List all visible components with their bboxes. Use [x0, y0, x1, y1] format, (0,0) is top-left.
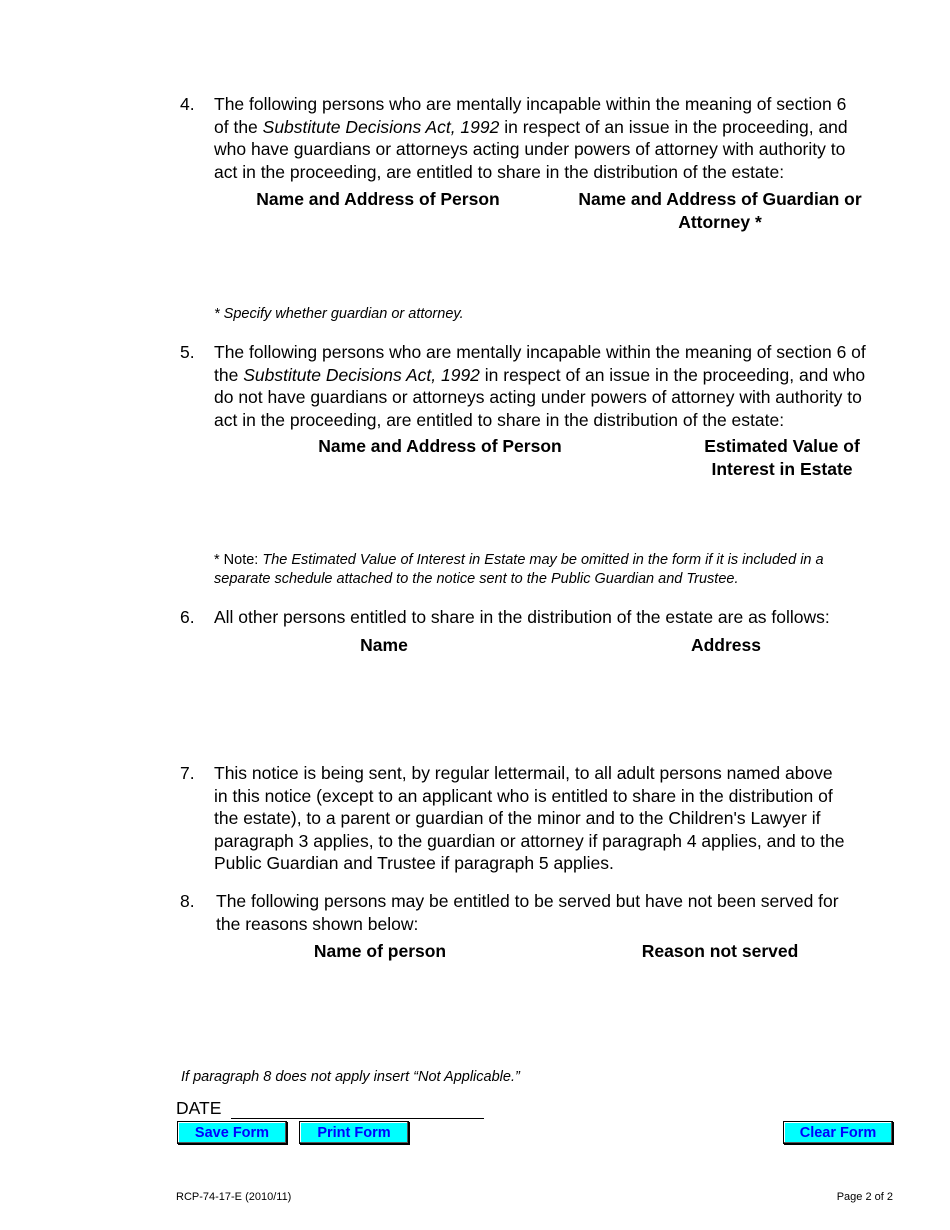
paragraph-5-line: do not have guardians or attorneys acting under powers of attorney with authority to — [214, 387, 862, 407]
p4-column-header-person: Name and Address of Person — [256, 189, 500, 209]
p5-footnote: * Note: The Estimated Value of Interest in Estate may be omitted in the form if it is included in a separate schedule attached to the notice sent to the Public Guardian and Trustee. — [214, 552, 824, 587]
p5-column-header-value: Estimated Value of Interest in Estate — [704, 436, 860, 479]
paragraph-5-text — [214, 341, 904, 431]
act-title: Substitute Decisions Act, 1992 — [262, 116, 500, 137]
p8-column-header-reason: Reason not served — [641, 941, 799, 961]
paragraph-4-text — [214, 93, 904, 183]
paragraph-7-number: 7. — [180, 763, 195, 783]
form-id: RCP-74-17-E (2010/11) — [176, 1191, 292, 1203]
paragraph-4-line: of the Substitute Decisions Act, 1992 in respect of an issue in the proceeding, and — [214, 116, 848, 137]
paragraph-5-number: 5. — [180, 342, 195, 362]
paragraph-8-number: 8. — [180, 891, 195, 911]
save-form-button[interactable]: Save Form — [177, 1121, 287, 1144]
paragraph-6-number: 6. — [180, 607, 195, 627]
p6-column-header-name: Name — [360, 635, 408, 655]
print-form-button[interactable]: Print Form — [299, 1121, 409, 1144]
paragraph-6-text: All other persons entitled to share in the distribution of the estate are as follows: — [214, 607, 830, 627]
paragraph-8-text: The following persons may be entitled to be served but have not been served for the reasons shown below: — [216, 891, 839, 934]
p5-column-header-person: Name and Address of Person — [318, 436, 562, 456]
date-field[interactable] — [231, 1097, 484, 1119]
paragraph-7-text: This notice is being sent, by regular lettermail, to all adult persons named above in this notice (except to an applicant who is entitled to share in the distribution of the estate), to a parent or guardian of the minor and to the Children's Lawyer if paragraph 3 applies, to the guardian or attorney if paragraph 4 applies, and to the Public Guardian and Trustee if paragraph 5 applies. — [214, 763, 845, 873]
paragraph-4-line: The following persons who are mentally incapable within the meaning of section 6 — [214, 94, 847, 114]
page-number: Page 2 of 2 — [836, 1191, 893, 1203]
clear-form-button[interactable]: Clear Form — [783, 1121, 893, 1144]
date-label: DATE — [176, 1098, 222, 1118]
p4-footnote: * Specify whether guardian or attorney. — [214, 306, 464, 322]
paragraph-5-line: act in the proceeding, are entitled to share in the distribution of the estate: — [214, 409, 785, 430]
p8-column-header-name: Name of person — [313, 941, 447, 961]
p6-column-header-address: Address — [690, 635, 762, 655]
paragraph-5-line: the Substitute Decisions Act, 1992 in respect of an issue in the proceeding, and who — [214, 364, 866, 385]
act-title: Substitute Decisions Act, 1992 — [243, 364, 480, 385]
paragraph-5-line: The following persons who are mentally incapable within the meaning of section 6 of — [214, 342, 866, 362]
p4-column-header-guardian: Name and Address of Guardian or Attorney * — [578, 189, 862, 232]
paragraph-4-number: 4. — [180, 94, 195, 114]
paragraph-4-line: who have guardians or attorneys acting under powers of attorney with authority to — [214, 139, 846, 159]
p8-instruction-note: If paragraph 8 does not apply insert “Not Applicable.” — [181, 1069, 520, 1085]
paragraph-4-line: act in the proceeding, are entitled to share in the distribution of the estate: — [214, 161, 785, 182]
